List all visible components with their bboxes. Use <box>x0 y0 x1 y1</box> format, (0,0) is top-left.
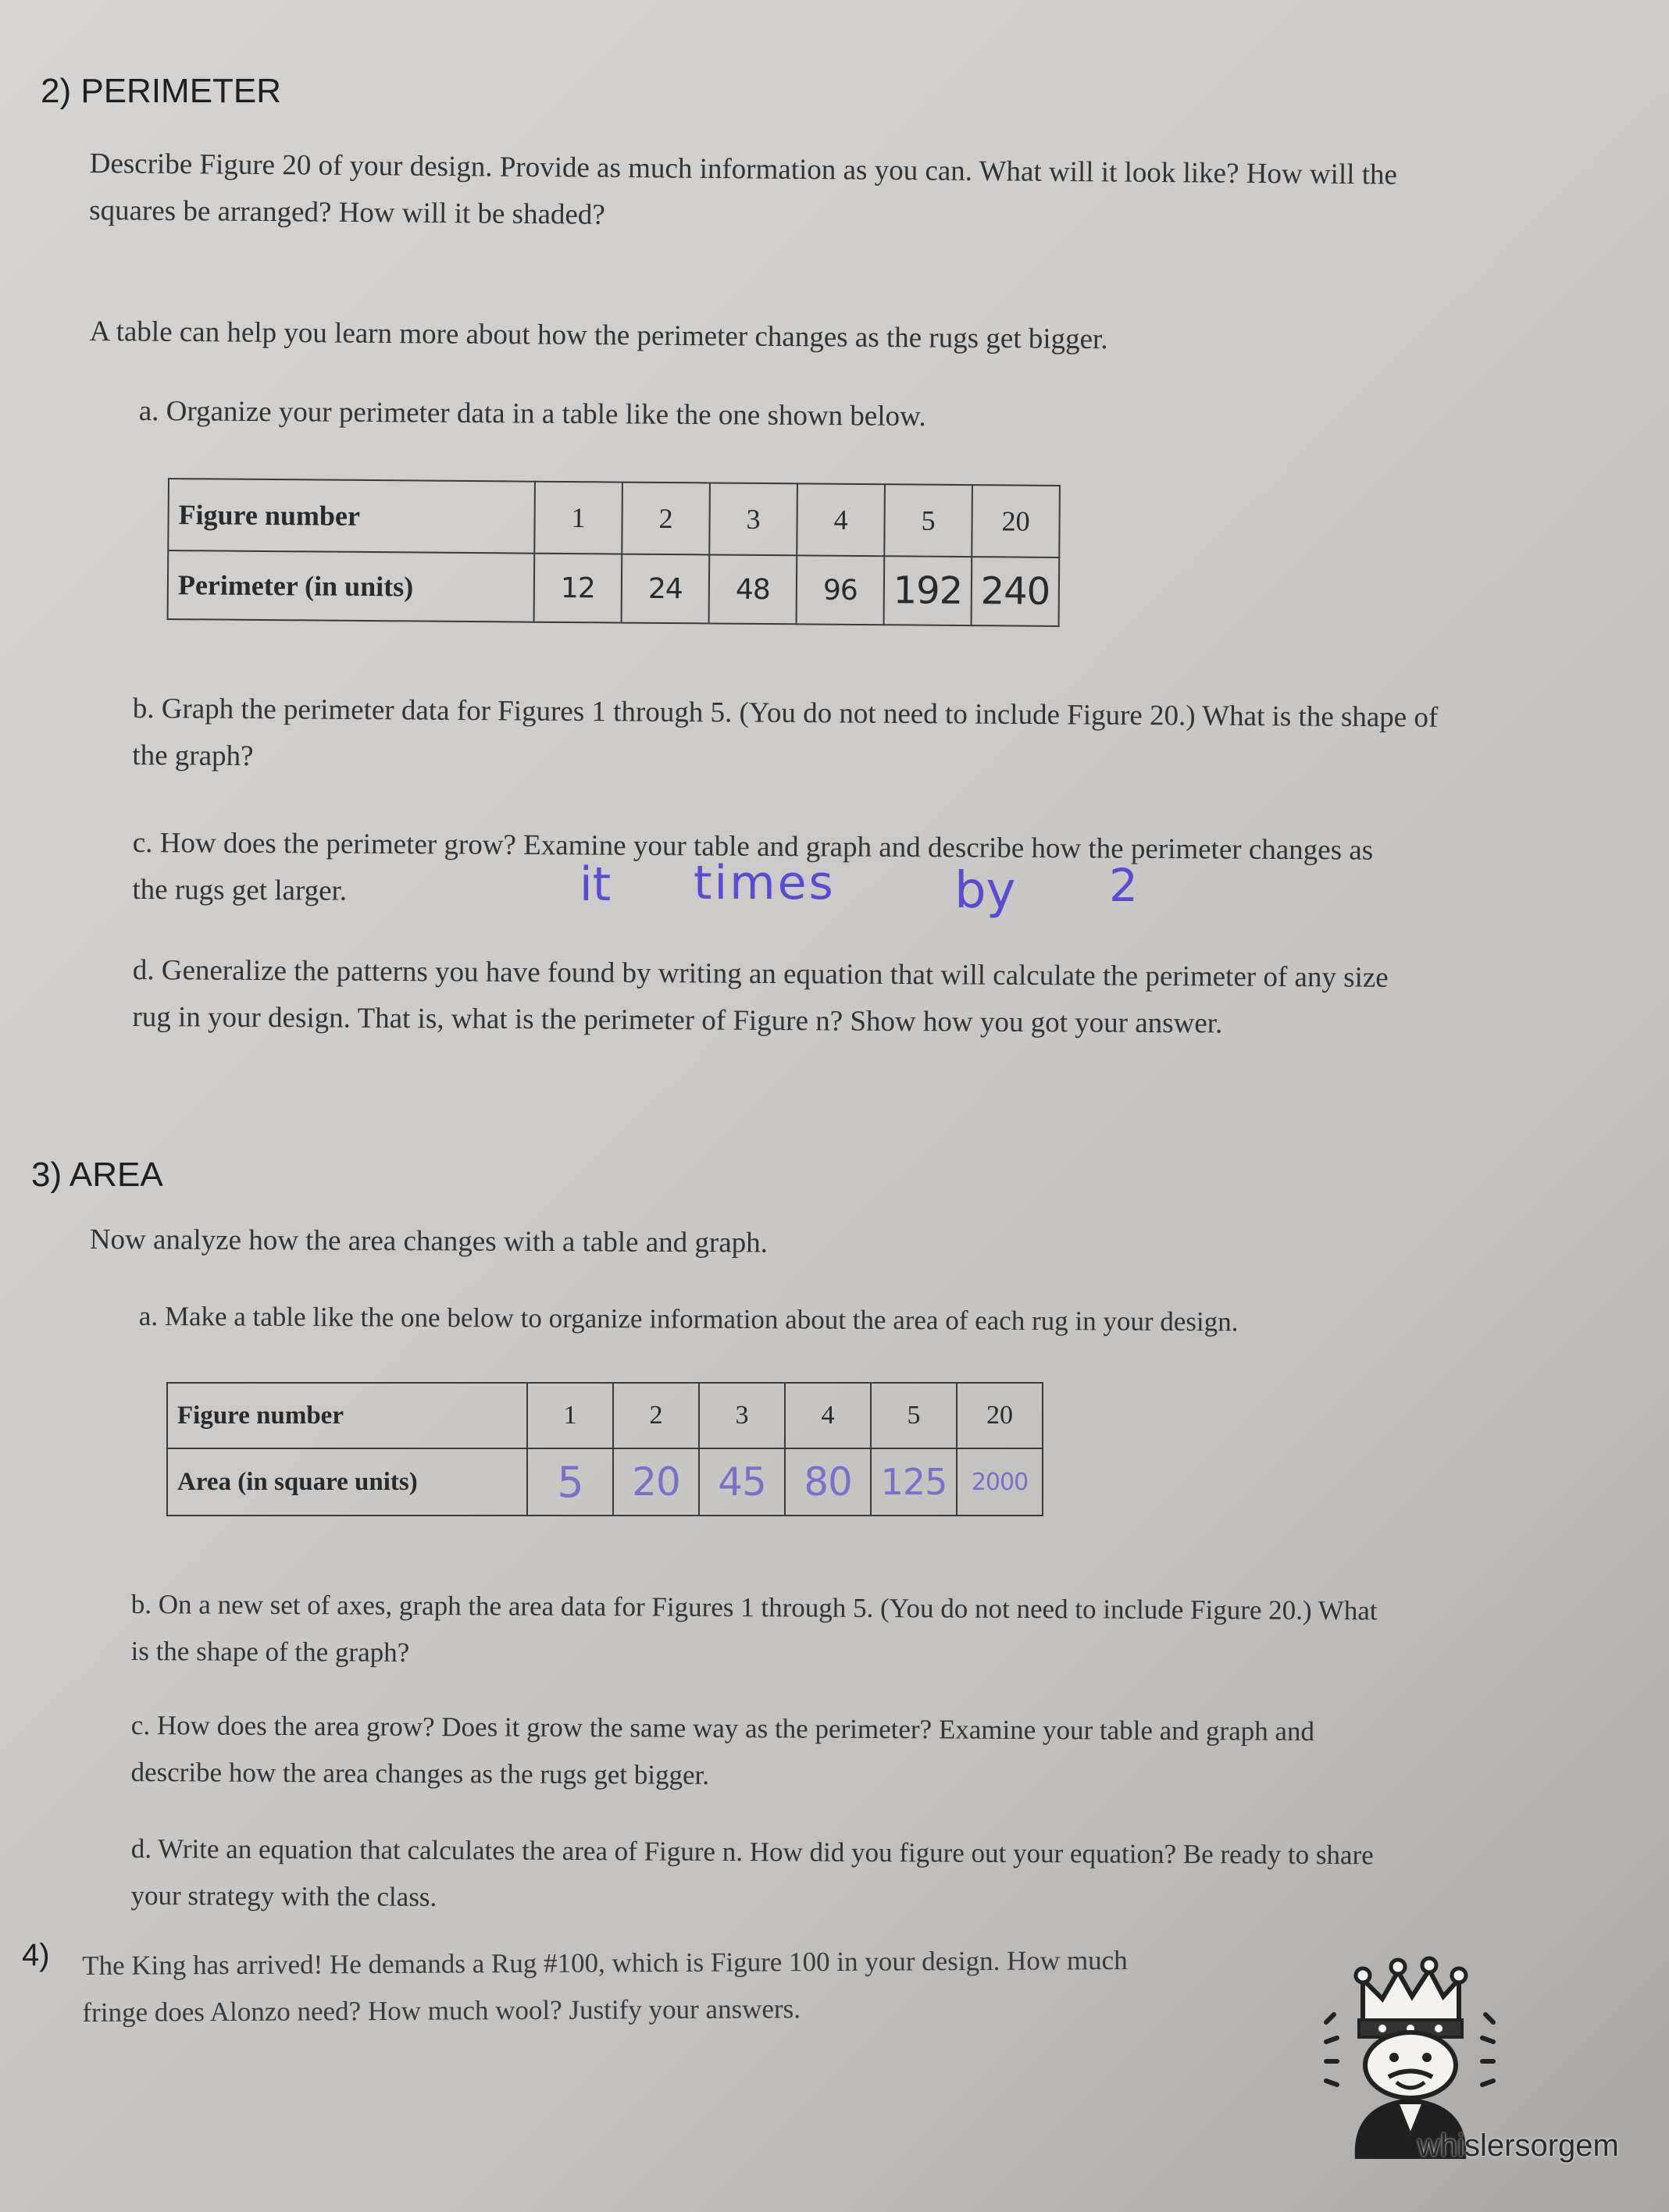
perimeter-part-c: c. How does the perimeter grow? Examine your table and graph and describe how the perimeter changes as the rugs get larger. <box>132 826 1374 907</box>
watermark: whislersorgem <box>1418 2128 1619 2163</box>
area-table-value-row <box>167 1448 1043 1516</box>
handwritten-perimeter-value: 192 <box>884 556 972 625</box>
figure-cell: 4 <box>785 1383 871 1448</box>
perimeter-table-intro: A table can help you learn more about how the perimeter changes as the rugs get bigger. <box>89 315 1108 356</box>
figure-number-label: Figure number <box>168 479 535 554</box>
figure-cell: 5 <box>884 484 972 557</box>
handwritten-area-value: 20 <box>613 1448 699 1516</box>
perimeter-intro: Describe Figure 20 of your design. Provide as much information as you can. What will it look like? How will the squares be arranged? How will it be shaded? <box>89 147 1398 231</box>
figure-cell: 20 <box>972 485 1060 557</box>
handwritten-answer-word: it <box>580 857 612 912</box>
figure-cell: 20 <box>957 1383 1043 1448</box>
handwritten-area-value: 125 <box>871 1448 957 1516</box>
figure-cell: 1 <box>527 1383 613 1448</box>
perimeter-label: Perimeter (in units) <box>168 550 535 622</box>
king-question: The King has arrived! He demands a Rug #100, which is Figure 100 in your design. How much fringe does Alonzo need? How much wool? Justify your answers. <box>82 1944 1128 2028</box>
king-clipart-icon <box>1320 1948 1500 2159</box>
handwritten-perimeter-value: 12 <box>534 554 622 623</box>
handwritten-perimeter-value: 24 <box>622 554 710 624</box>
figure-cell: 2 <box>622 483 710 555</box>
section-heading-perimeter: 2) PERIMETER <box>41 72 282 110</box>
perimeter-part-d: d. Generalize the patterns you have found by writing an equation that will calculate the perimeter of any size rug in your design. That is, what is the perimeter of Figure n? Show how you got your answer. <box>132 953 1389 1040</box>
figure-cell: 4 <box>797 483 885 556</box>
handwritten-perimeter-value: 96 <box>797 555 885 625</box>
figure-cell: 1 <box>534 482 622 554</box>
area-part-a: a. Make a table like the one below to organize information about the area of each rug in your design. <box>138 1300 1239 1338</box>
area-table <box>166 1382 1043 1516</box>
figure-cell: 2 <box>613 1383 699 1448</box>
area-part-d: d. Write an equation that calculates the area of Figure n. How did you figure out your equation? Be ready to share your strategy with the class. <box>130 1833 1374 1913</box>
area-intro: Now analyze how the area changes with a table and graph. <box>89 1223 769 1259</box>
figure-cell: 3 <box>709 483 797 555</box>
area-part-c: c. How does the area grow? Does it grow the same way as the perimeter? Examine your table and graph and describe how the area changes as the rugs get bigger. <box>130 1709 1315 1790</box>
handwritten-answer-word: by <box>954 862 1016 920</box>
figure-number-label: Figure number <box>167 1383 527 1448</box>
perimeter-part-a: a. Organize your perimeter data in a table like the one shown below. <box>138 394 926 433</box>
handwritten-area-value: 5 <box>527 1448 613 1516</box>
handwritten-answer-word: times <box>694 856 836 910</box>
handwritten-perimeter-value: 240 <box>972 557 1060 626</box>
section-heading-area: 3) AREA <box>31 1156 163 1194</box>
figure-cell: 5 <box>871 1383 957 1448</box>
perimeter-table-header-row <box>168 479 1060 557</box>
handwritten-area-value: 80 <box>785 1448 871 1516</box>
handwritten-area-value: 2000 <box>957 1448 1043 1516</box>
area-table-header-row <box>167 1383 1043 1448</box>
area-part-b: b. On a new set of axes, graph the area data for Figures 1 through 5. (You do not need to include Figure 20.) What is the shape of the graph? <box>130 1588 1378 1668</box>
handwritten-area-value: 45 <box>699 1448 785 1516</box>
question-number-4: 4) <box>22 1938 50 1972</box>
perimeter-table-value-row <box>168 550 1060 626</box>
area-label: Area (in square units) <box>167 1448 527 1516</box>
handwritten-perimeter-value: 48 <box>709 554 797 624</box>
figure-cell: 3 <box>699 1383 785 1448</box>
handwritten-answer-word: 2 <box>1109 859 1138 912</box>
perimeter-part-b: b. Graph the perimeter data for Figures 1 through 5. (You do not need to include Figure 20.) What is the shape of the graph? <box>132 692 1439 773</box>
perimeter-table <box>167 478 1061 627</box>
